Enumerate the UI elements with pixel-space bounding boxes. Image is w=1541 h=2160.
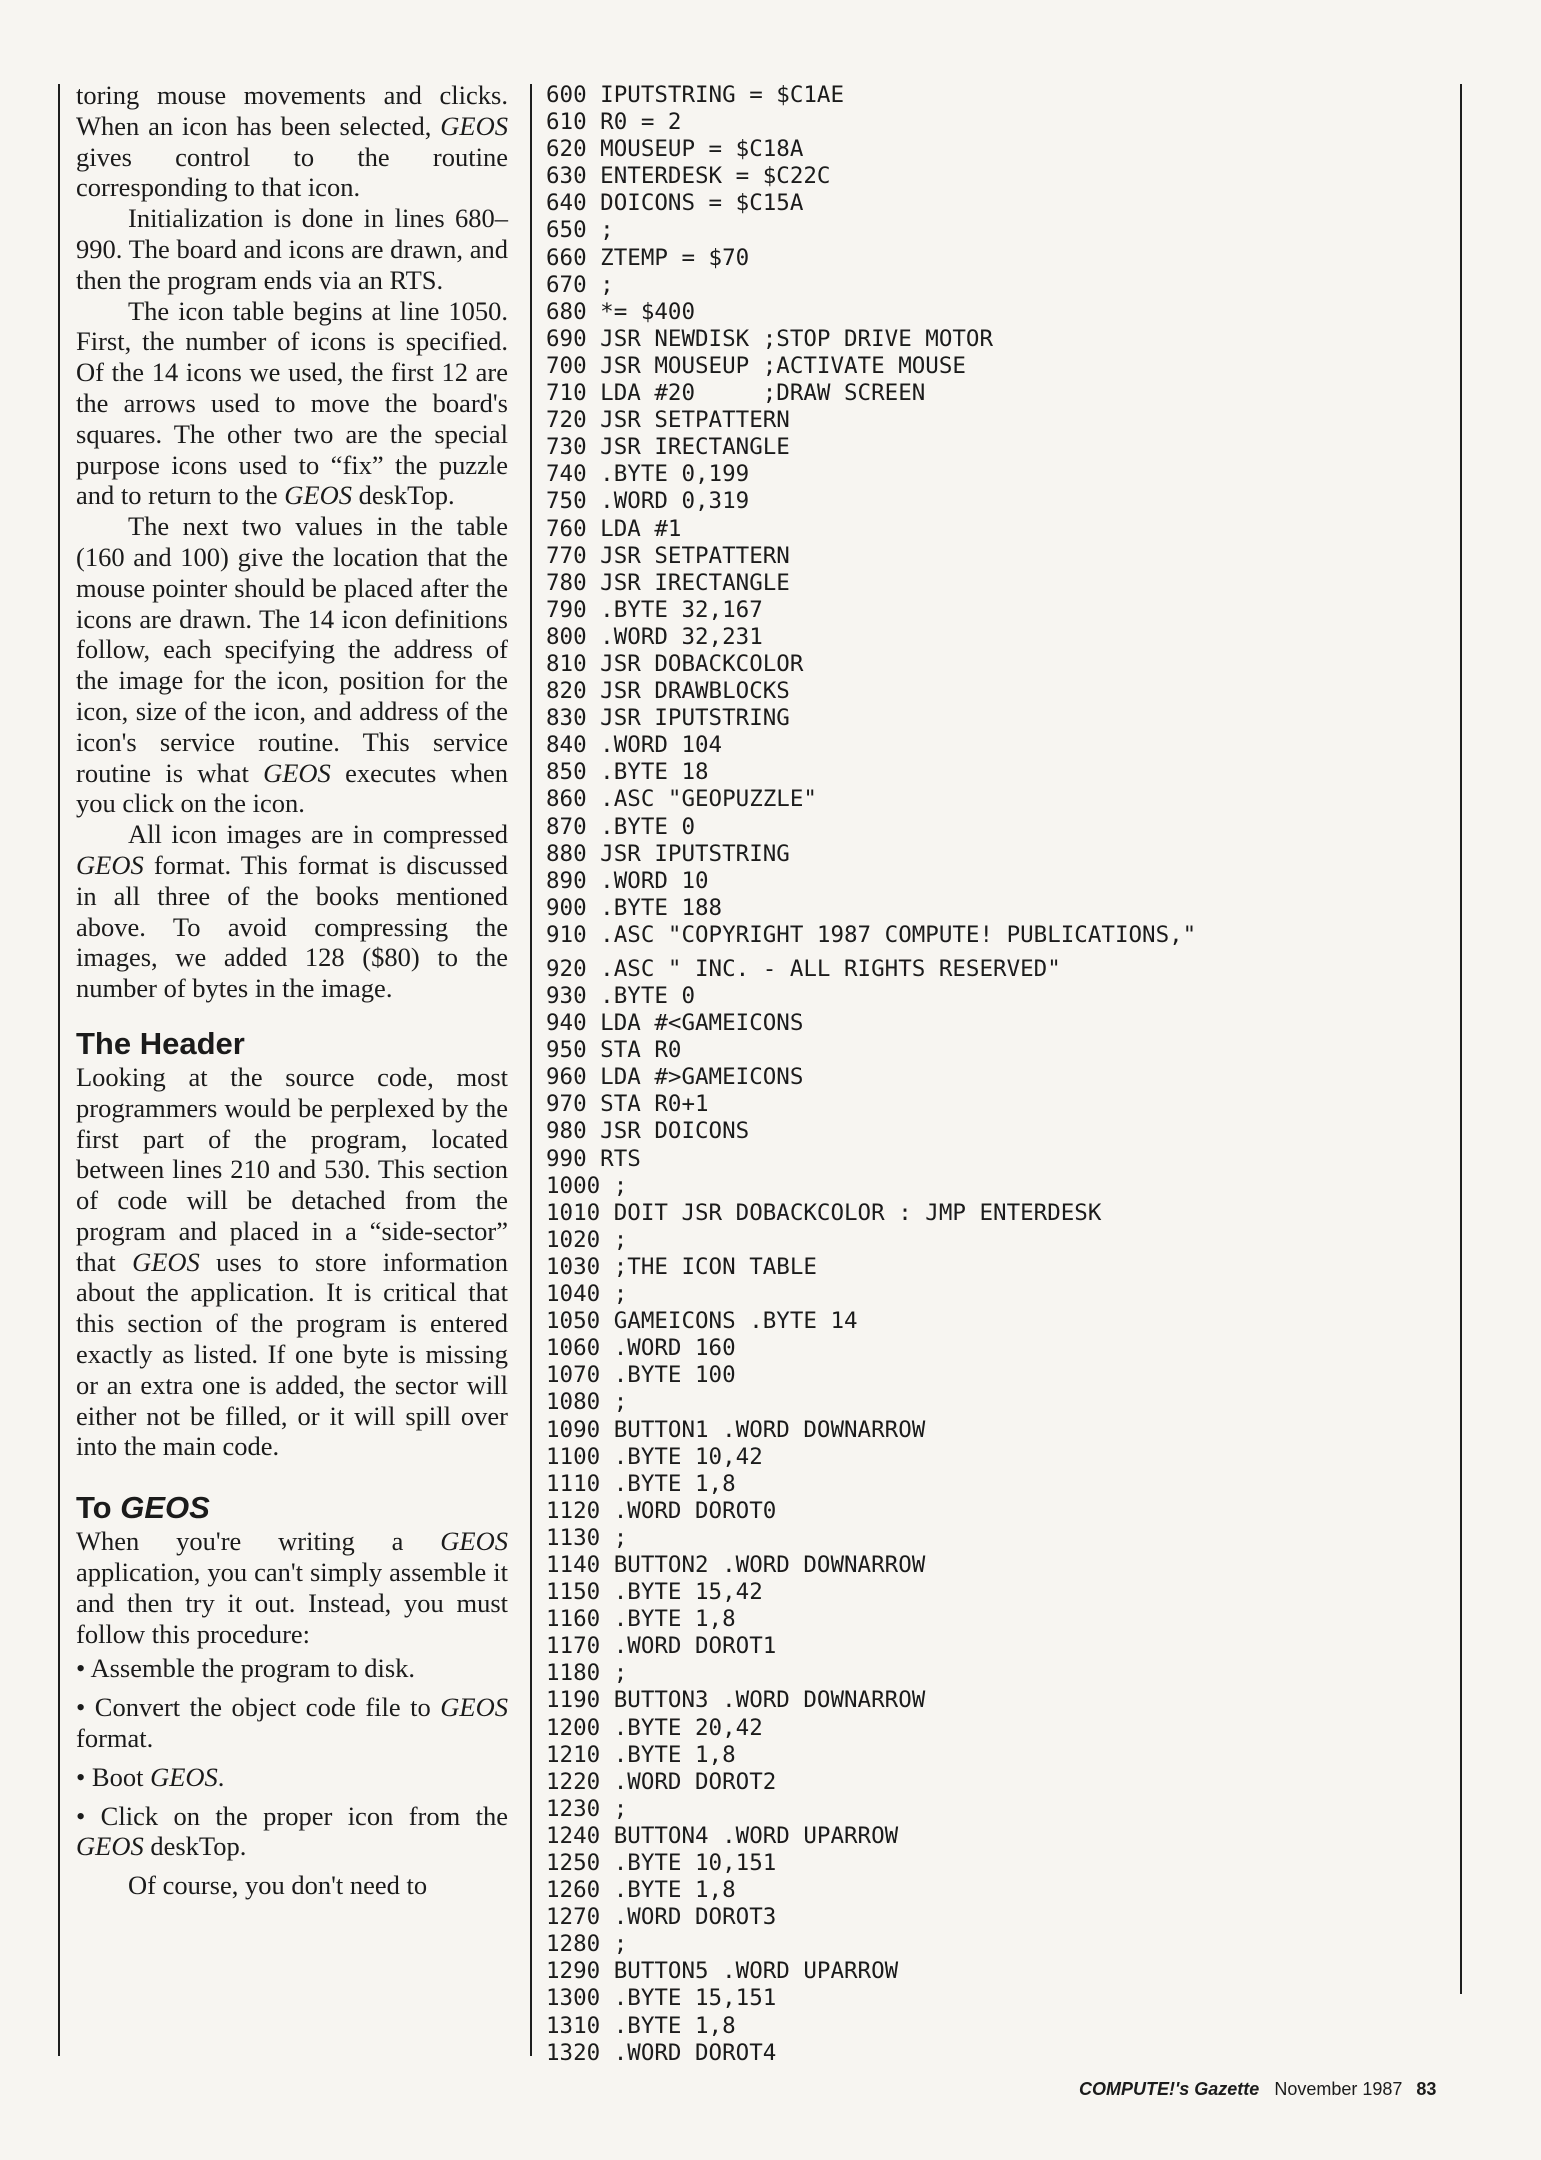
code-line: 790 .BYTE 32,167	[546, 596, 763, 623]
code-line: 650 ;	[546, 217, 614, 244]
code-line: 1110 .BYTE 1,8	[546, 1470, 736, 1497]
code-line: 1260 .BYTE 1,8	[546, 1877, 736, 1904]
code-line: 1040 ;	[546, 1281, 628, 1308]
code-line: 740 .BYTE 0,199	[546, 461, 750, 488]
code-line: 1250 .BYTE 10,151	[546, 1850, 777, 1876]
procedure-step: • Click on the proper icon from the GEOS deskTop.	[76, 1800, 508, 1862]
code-line: 690 JSR NEWDISK ;STOP DRIVE MOTOR	[546, 325, 994, 352]
code-line: 1060 .WORD 160	[546, 1335, 736, 1362]
magazine-name: COMPUTE!'s Gazette	[1079, 2079, 1260, 2099]
code-line: 890 .WORD 10	[546, 867, 709, 894]
article-column	[76, 80, 508, 1901]
code-line: 770 JSR SETPATTERN	[546, 542, 790, 569]
code-line: 1170 .WORD DOROT1	[546, 1633, 777, 1660]
code-line: 640 DOICONS = $C15A	[546, 190, 804, 217]
article-paragraph: The next two values in the table (160 and 100) give the location that the mouse pointer should be placed after the icons are drawn. The 14 icon definitions follow, each specifying the address of the image for the icon, position for the icon, size of the icon, and address of the icon's service routine. This service routine is what GEOS executes when you click on the icon.	[76, 511, 508, 819]
code-line: 760 LDA #1	[546, 515, 682, 542]
code-line: 680 *= $400	[546, 298, 696, 325]
code-line: 870 .BYTE 0	[546, 813, 696, 840]
article-paragraph: The icon table begins at line 1050. First, the number of icons is specified. Of the 14 icons we used, the first 12 are the arrows used to move the board's squares. The other two are the special purpose icons used to “fix” the puzzle and to return to the GEOS deskTop.	[76, 295, 508, 511]
code-line: 1270 .WORD DOROT3	[546, 1904, 777, 1931]
code-line: 780 JSR IRECTANGLE	[546, 569, 790, 596]
code-line: 620 MOUSEUP = $C18A	[546, 136, 804, 163]
column-rule-middle	[530, 84, 532, 2056]
code-line: 720 JSR SETPATTERN	[546, 407, 790, 434]
code-line: 610 R0 = 2	[546, 109, 682, 136]
article-paragraph: Looking at the source code, most programmers would be perplexed by the first part of the program, located between lines 210 and 530. This section of code will be detached from the program and placed in a “side-sector” that GEOS uses to store information about the application. It is critical that this section of the program is entered exactly as listed. If one byte is missing or an extra one is added, the sector will either not be filled, or it will spill over into the main code.	[76, 1061, 508, 1462]
code-line: 1050 GAMEICONS .BYTE 14	[546, 1308, 858, 1335]
code-line: 1020 ;	[546, 1226, 628, 1253]
code-line: 990 RTS	[546, 1145, 641, 1172]
code-line: 1310 .BYTE 1,8	[546, 2012, 736, 2039]
code-line: 1080 ;	[546, 1389, 628, 1416]
code-line: 840 .WORD 104	[546, 732, 723, 759]
code-line: 860 .ASC "GEOPUZZLE"	[546, 786, 817, 813]
page-footer	[1079, 2079, 1436, 2100]
code-line: 910 .ASC "COPYRIGHT 1987 COMPUTE! PUBLICATIONS,"	[546, 921, 1197, 948]
heading-word-to: To	[76, 1490, 112, 1526]
article-paragraph: All icon images are in compressed GEOS format. This format is discussed in all three of the books mentioned above. To avoid compressing the images, we added 128 ($80) to the number of bytes in the image.	[76, 819, 508, 1004]
procedure-step: • Convert the object code file to GEOS format.	[76, 1692, 508, 1754]
heading-word-geos: GEOS	[120, 1490, 210, 1526]
code-line: 1200 .BYTE 20,42	[546, 1714, 763, 1741]
code-line: 630 ENTERDESK = $C22C	[546, 163, 831, 190]
article-paragraph: Initialization is done in lines 680–990. The board and icons are drawn, and then the program ends via an RTS.	[76, 203, 508, 295]
code-line: 1090 BUTTON1 .WORD DOWNARROW	[546, 1416, 926, 1443]
code-line: 800 .WORD 32,231	[546, 623, 763, 650]
code-line: 1180 ;	[546, 1660, 628, 1687]
article-paragraph: toring mouse movements and clicks. When an icon has been selected, GEOS gives control to the routine corresponding to that icon.	[76, 80, 508, 203]
procedure-list	[76, 1653, 508, 1862]
code-line: 1030 ;THE ICON TABLE	[546, 1253, 817, 1280]
code-line: 1210 .BYTE 1,8	[546, 1741, 736, 1768]
code-line: 930 .BYTE 0	[546, 983, 696, 1009]
section-heading-header: The Header	[76, 1025, 245, 1061]
article-paragraph: Of course, you don't need to	[128, 1870, 428, 1901]
code-line: 600 IPUTSTRING = $C1AE	[546, 82, 845, 108]
code-line: 1160 .BYTE 1,8	[546, 1606, 736, 1633]
section-heading-to-geos	[76, 1490, 508, 1526]
column-rule-right	[1460, 84, 1462, 1994]
code-line: 1190 BUTTON3 .WORD DOWNARROW	[546, 1687, 926, 1714]
code-line: 1220 .WORD DOROT2	[546, 1768, 777, 1795]
code-line: 850 .BYTE 18	[546, 759, 709, 786]
procedure-step: • Assemble the program to disk.	[76, 1653, 416, 1684]
code-line: 660 ZTEMP = $70	[546, 244, 750, 271]
code-line: 1280 ;	[546, 1931, 628, 1958]
code-line: 1010 DOIT JSR DOBACKCOLOR : JMP ENTERDESK	[546, 1199, 1102, 1226]
code-line: 1100 .BYTE 10,42	[546, 1443, 763, 1470]
column-rule-left	[58, 84, 60, 2056]
code-line: 1000 ;	[546, 1172, 628, 1199]
code-line: 710 LDA #20 ;DRAW SCREEN	[546, 380, 926, 407]
code-line: 970 STA R0+1	[546, 1091, 709, 1118]
issue-date: November 1987	[1274, 2079, 1403, 2099]
code-line: 1120 .WORD DOROT0	[546, 1497, 777, 1524]
code-line: 1230 ;	[546, 1795, 628, 1822]
code-line: 1320 .WORD DOROT4	[546, 2039, 777, 2066]
article-paragraph: When you're writing a GEOS application, you can't simply assemble it and then try it out. Instead, you must follow this procedure:	[76, 1526, 508, 1649]
code-line: 1300 .BYTE 15,151	[546, 1985, 777, 2012]
code-line: 1240 BUTTON4 .WORD UPARROW	[546, 1822, 899, 1849]
page-number: 83	[1416, 2079, 1437, 2099]
code-line: 980 JSR DOICONS	[546, 1118, 750, 1145]
code-line: 1070 .BYTE 100	[546, 1362, 736, 1389]
code-line: 900 .BYTE 188	[546, 894, 723, 921]
procedure-step: • Boot GEOS.	[76, 1761, 225, 1792]
code-line: 960 LDA #>GAMEICONS	[546, 1064, 804, 1091]
code-line: 1130 ;	[546, 1524, 628, 1551]
code-line: 750 .WORD 0,319	[546, 488, 750, 515]
code-line: 940 LDA #<GAMEICONS	[546, 1010, 804, 1037]
code-line: 820 JSR DRAWBLOCKS	[546, 678, 790, 705]
code-line: 950 STA R0	[546, 1037, 682, 1064]
code-line: 730 JSR IRECTANGLE	[546, 434, 790, 461]
code-line: 920 .ASC " INC. - ALL RIGHTS RESERVED"	[546, 955, 1061, 982]
code-line: 670 ;	[546, 271, 614, 298]
code-line: 1290 BUTTON5 .WORD UPARROW	[546, 1958, 899, 1985]
code-line: 1140 BUTTON2 .WORD DOWNARROW	[546, 1551, 926, 1578]
code-line: 830 JSR IPUTSTRING	[546, 705, 790, 732]
code-line: 700 JSR MOUSEUP ;ACTIVATE MOUSE	[546, 352, 966, 379]
code-line: 1150 .BYTE 15,42	[546, 1579, 763, 1606]
code-line: 810 JSR DOBACKCOLOR	[546, 650, 804, 677]
code-line: 880 JSR IPUTSTRING	[546, 840, 790, 867]
program-listing	[546, 82, 1446, 2067]
